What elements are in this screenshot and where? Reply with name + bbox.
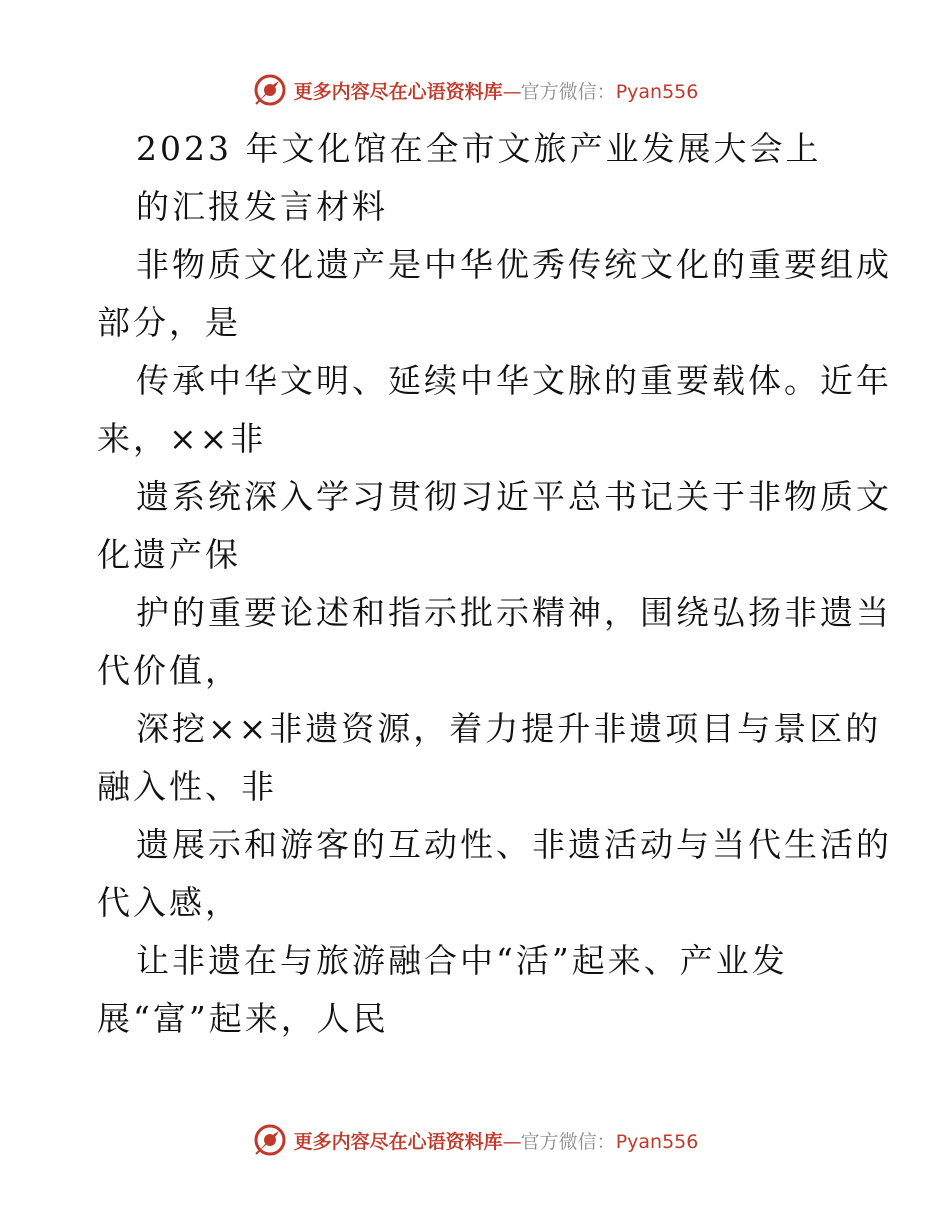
footer-account-id: Pyan556 — [615, 1130, 699, 1153]
header-brand-text: 更多内容尽在心语资料库 — [293, 80, 503, 103]
footer-brand-text: 更多内容尽在心语资料库 — [293, 1130, 503, 1153]
header-banner-text — [294, 77, 699, 104]
text-line: 的汇报发言材料 — [136, 187, 388, 226]
text-line: 来，××非 — [97, 419, 267, 458]
text-line: 代入感， — [97, 883, 241, 922]
text-line: 遗系统深入学习贯彻习近平总书记关于非物质文 — [136, 477, 892, 516]
header-account-id: Pyan556 — [615, 80, 699, 103]
pen-nib-circle-icon — [252, 72, 288, 108]
footer-separator: ： — [596, 1130, 616, 1153]
header-dash: — — [502, 80, 521, 103]
header-wechat-label: 官方微信 — [520, 80, 597, 103]
footer-banner — [0, 1120, 950, 1160]
pen-nib-circle-icon — [252, 1122, 288, 1158]
text-line: 部分，是 — [97, 303, 241, 342]
header-separator: ： — [596, 80, 616, 103]
text-line: 2023 年文化馆在全市文旅产业发展大会上 — [136, 129, 822, 168]
text-line: 融入性、非 — [97, 767, 277, 806]
text-line: 深挖××非遗资源，着力提升非遗项目与景区的 — [136, 709, 882, 748]
header-banner — [0, 70, 950, 110]
text-line: 代价值， — [97, 651, 241, 690]
footer-wechat-label: 官方微信 — [520, 1130, 597, 1153]
text-line: 非物质文化遗产是中华优秀传统文化的重要组成 — [136, 245, 892, 284]
text-line: 遗展示和游客的互动性、非遗活动与当代生活的 — [136, 825, 892, 864]
text-line: 让非遗在与旅游融合中“活”起来、产业发 — [136, 941, 788, 980]
text-line: 护的重要论述和指示批示精神，围绕弘扬非遗当 — [136, 593, 892, 632]
footer-banner-text — [294, 1127, 699, 1154]
text-line: 化遗产保 — [97, 535, 241, 574]
text-line: 展“富”起来，人民 — [97, 999, 389, 1038]
footer-dash: — — [502, 1130, 521, 1153]
text-line: 传承中华文明、延续中华文脉的重要载体。近年 — [136, 361, 892, 400]
